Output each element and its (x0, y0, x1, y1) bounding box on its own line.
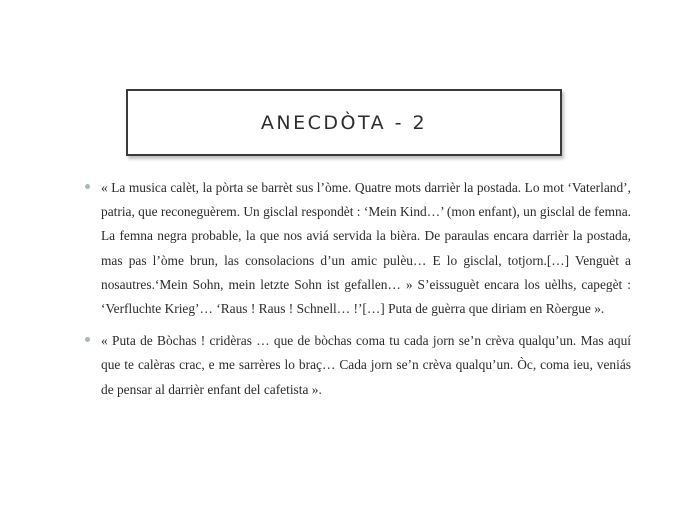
bullet-dot-icon (85, 184, 90, 189)
bullet-text: « La musica calèt, la pòrta se barrèt sus l’òme. Quatre mots darrièr la postada. Lo mot ‘Vaterland’, patria, que reconeguèrem. Un gisclal respondèt : ‘Mein Kind…’ (mon enfant), un gisclal de femna. La femna negra probable, la que nos aviá servida la bièra. De paraulas encara darrièr la postada, mas pas l’òme brun, las consolacions d’un amic pulèu… E lo gisclal, totjorn.[…] Venguèt a nosautres.‘Mein Sohn, mein letzte Sohn ist gefallen… » S’eissuguèt encara los uèlhs, capegèt : ‘Verfluchte Krieg’… ‘Raus ! Raus ! Schnell… !’[…] Puta de guèrra que diriam en Ròergue ». (101, 180, 631, 317)
bullet-item (84, 176, 631, 321)
bullet-text: « Puta de Bòchas ! cridèras … que de bòchas coma tu cada jorn se’n crèva qualqu’un. Mas aquí que te calèras crac, e me sarrères lo braç… Cada jorn se’n crèva qualqu’un. Òc, coma ieu, veniás de pensar al darrièr enfant del cafetista ». (101, 333, 631, 397)
title-box (126, 89, 562, 156)
slide-title: ANECDÒTA - 2 (260, 111, 428, 134)
bullet-item (84, 329, 631, 402)
bullet-dot-icon (85, 337, 90, 342)
bullet-list (84, 176, 631, 410)
